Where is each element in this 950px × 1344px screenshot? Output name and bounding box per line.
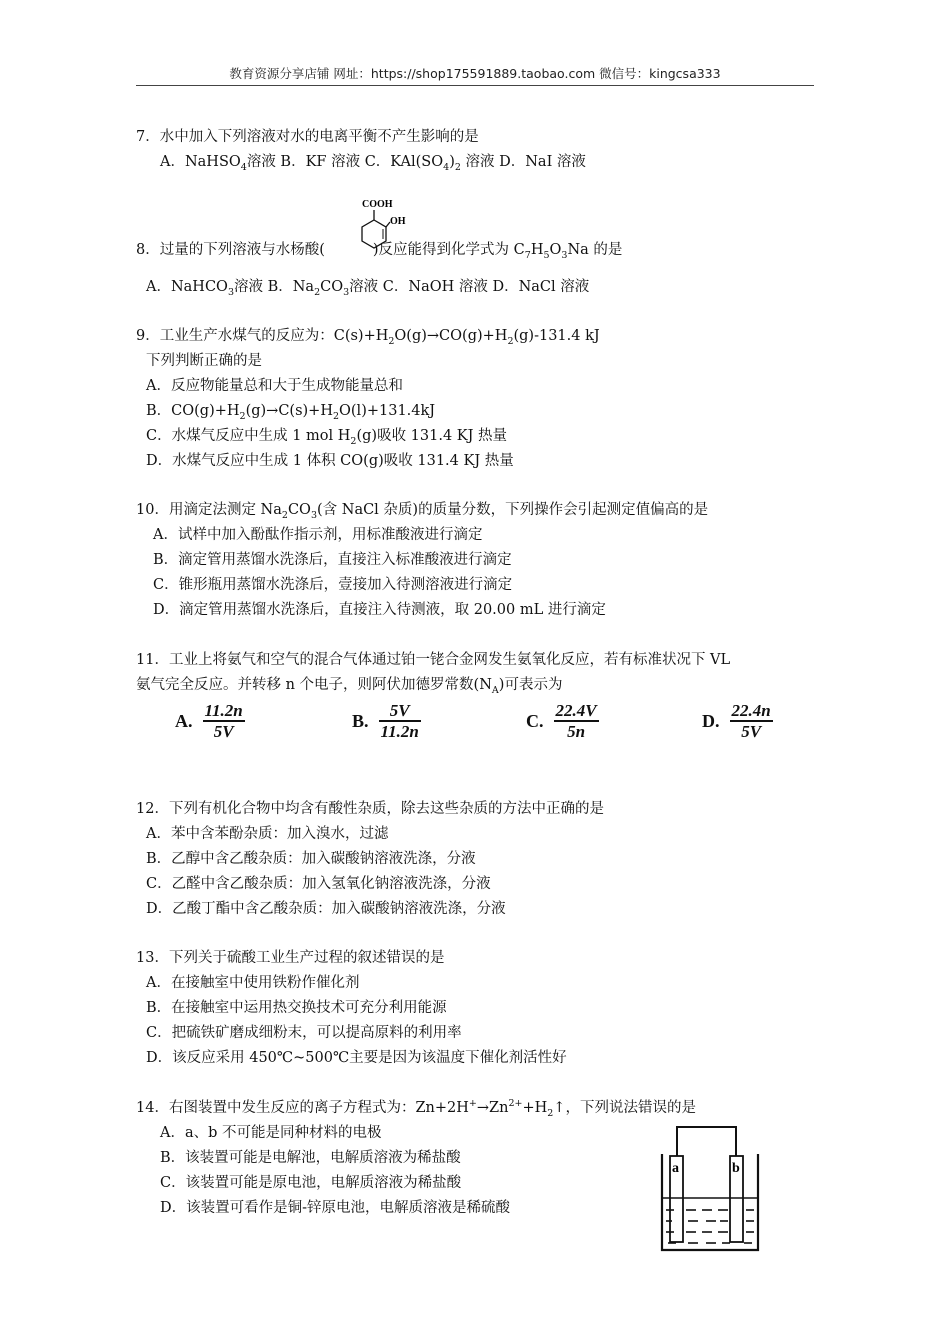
q13-option-d: D．该反应采用 450℃~500℃主要是因为该温度下催化剂活性好 [146,1050,567,1066]
struct-oh-label: OH [390,216,406,227]
q9-option-a: A．反应物能量总和大于生成物能量总和 [146,378,403,394]
q10-option-d: D．滴定管用蒸馏水洗涤后，直接注入待测液，取 20.00 mL 进行滴定 [153,602,606,618]
q10-option-a: A．试样中加入酚酞作指示剂，用标准酸液进行滴定 [153,527,483,543]
q12-option-c: C．乙醛中含乙酸杂质：加入氢氧化钠溶液洗涤，分液 [146,876,491,892]
q11-d-denominator: 5V [741,722,762,741]
q11-stem-line2: 氨气完全反应。并转移 n 个电子，则阿伏加德罗常数$(N_A)$可表示为 [136,677,563,696]
page-header: 教育资源分享店铺 网址：https://shop175591889.taobao.com 微信号：kingcsa333 [229,66,721,81]
q14-option-a: A．a、b 不可能是同种材料的电极 [160,1125,382,1141]
header-rule [136,85,814,86]
q10-option-b: B．滴定管用蒸馏水洗涤后，直接注入标准酸液进行滴定 [153,552,512,568]
q12-option-a: A．苯中含苯酚杂质：加入溴水，过滤 [146,826,389,842]
electrode-b-label: b [732,1161,740,1176]
q11-b-numerator: 5V [389,701,410,720]
q11-a-numerator: 11.2n [204,701,243,720]
struct-cooh-label: COOH [362,199,393,210]
q7-options: A．NaHSO$_4$溶液 B．KF 溶液 C．$KAl(SO_4)_2$ 溶液 D．NaI 溶液 [160,154,586,173]
q8-options: A．NaHCO$_3$溶液 B．$Na_2CO_3$溶液 C．NaOH 溶液 D．NaCl 溶液 [146,279,590,298]
q13-option-c: C．把硫铁矿磨成细粉末，可以提高原料的利用率 [146,1025,462,1041]
q9-stem2: 下列判断正确的是 [146,353,262,369]
q9-stem: 9．工业生产水煤气的反应为：$C(s)+H_2O(g)\to CO(g)+H_2(g)-131.4$ kJ [136,328,600,347]
q11-stem-line1: 11．工业上将氨气和空气的混合气体通过铂一铑合金网发生氨氧化反应，若有标准状况下 VL [136,652,731,668]
q14-option-c: C．该装置可能是原电池，电解质溶液为稀盐酸 [160,1175,462,1191]
q10-option-c: C．锥形瓶用蒸馏水洗涤后，壹接加入待测溶液进行滴定 [153,577,513,593]
q14-option-d: D．该装置可看作是铜-锌原电池，电解质溶液是稀硫酸 [160,1200,511,1216]
q11-option-d: D. $\frac{22.4n}{5V}$ [702,701,771,741]
q11-d-numerator: 22.4n [731,701,771,720]
q11-option-c: C. $\frac{22.4V}{5n}$ [526,701,597,741]
electrode-a-label: a [672,1161,679,1176]
q9-option-d: D．水煤气反应中生成 1 体积 CO(g)吸收 131.4 KJ 热量 [146,453,514,469]
q14-option-b: B．该装置可能是电解池，电解质溶液为稀盐酸 [160,1150,461,1166]
q8-stem: 8．过量的下列溶液与水杨酸( )反应能得到化学式为 $C_7H_5O_3Na$ 的是 [136,242,623,261]
q13-option-a: A．在接触室中使用铁粉作催化剂 [146,975,360,991]
electrolysis-apparatus-diagram [640,1120,780,1258]
q11-c-numerator: 22.4V [555,701,597,720]
q7-stem: 7．水中加入下列溶液对水的电离平衡不产生影响的是 [136,129,479,145]
q13-option-b: B．在接触室中运用热交换技术可充分利用能源 [146,1000,447,1016]
q12-option-d: D．乙酸丁酯中含乙酸杂质：加入碳酸钠溶液洗涤，分液 [146,901,506,917]
q13-stem: 13．下列关于硫酸工业生产过程的叙述错误的是 [136,950,445,966]
q11-option-b: B. $\frac{5V}{11.2n}$ [352,701,419,741]
q9-option-b: B．$CO(g)+H_2(g)\to C(s)+H_2O(l)+131.4kJ$ [146,403,436,422]
q10-stem: 10．用滴定法测定 $Na_2CO_3$(含 NaCl 杂质)的质量分数，下列操作会引起测定值偏高的是 [136,502,709,521]
q14-stem: 14．右图装置中发生反应的离子方程式为：$Zn+2H^+\to Zn^{2+}+H_2↑$，下列说法错误的是 [136,1098,696,1119]
q11-c-denominator: 5n [567,722,586,741]
q9-option-c: C．水煤气反应中生成 1 mol $H_2(g)$吸收 131.4 KJ 热量 [146,428,508,447]
q12-option-b: B．乙醇中含乙酸杂质：加入碳酸钠溶液洗涤，分液 [146,851,476,867]
q11-b-denominator: 11.2n [380,722,419,741]
q11-a-denominator: 5V [213,722,234,741]
q11-option-a: A. $\frac{11.2n}{5V}$ [175,701,243,741]
q12-stem: 12．下列有机化合物中均含有酸性杂质，除去这些杂质的方法中正确的是 [136,801,604,817]
